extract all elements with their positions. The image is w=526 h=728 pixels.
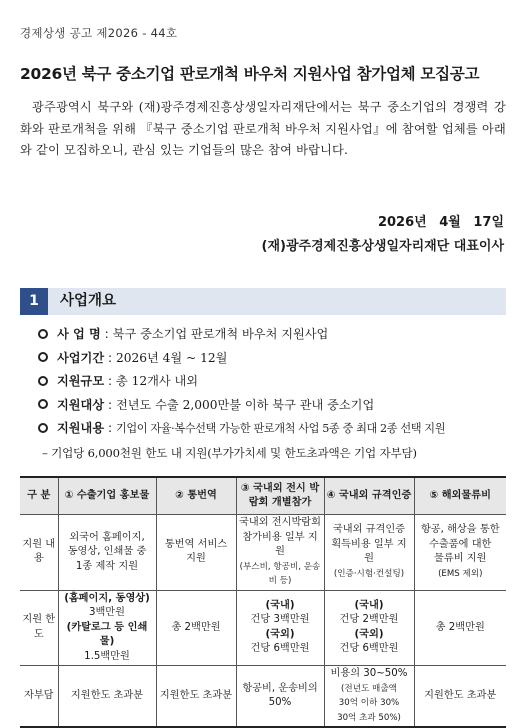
table-cell — [324, 590, 414, 666]
item-label: 지원내용 — [57, 421, 105, 435]
cell-line: (국내) — [265, 599, 295, 611]
cell-line: 30억 이하 30% — [338, 698, 400, 708]
table-cell — [414, 515, 506, 591]
cell-line: (국외) — [354, 628, 384, 640]
table-row — [20, 666, 506, 728]
circle-bullet-icon — [36, 421, 50, 435]
cell-line: 30억 초과 50%) — [337, 712, 401, 723]
cell-line: 항공비, 운송비의 — [242, 682, 318, 694]
notice-number: 경제상생 공고 제2026 - 44호 — [20, 26, 178, 40]
support-limit-note: – 기업당 6,000천원 한도 내 지원(부가가치세 및 한도초과액은 기업 자부담) — [42, 446, 417, 460]
cell-line: (부스비, 항공비, 운송비 등) — [239, 561, 321, 586]
cell-line: 건당 3백만원 — [250, 614, 310, 626]
overview-item-period: 사업기간 : 2026년 4월 ~ 12월 — [36, 347, 510, 371]
item-value: 전년도 수출 2,000만불 이하 북구 관내 중소기업 — [115, 397, 375, 412]
table-cell — [414, 590, 506, 666]
cell-line: (카탈로그 등 인쇄물) — [66, 621, 148, 647]
item-value: 북구 중소기업 판로개척 바우처 지원사업 — [112, 327, 329, 341]
overview-item-content: 지원내용 : 기업이 자율·복수선택 가능한 판로개척 사업 5종 중 최대 2종 선택 지원 — [36, 417, 510, 441]
issuing-organization: (재)광주경제진흥상생일자리재단 대표이사 — [261, 239, 504, 254]
column-header: ⑤ 해외물류비 — [414, 477, 506, 515]
section-title: 사업개요 — [60, 293, 117, 309]
cell-line: 수출품에 대한 — [429, 538, 492, 550]
cell-line: 건당 6백만원 — [339, 643, 399, 655]
table-row — [20, 515, 506, 591]
overview-item-project-name: 사 업 명 : 북구 중소기업 판로개척 바우처 지원사업 — [36, 323, 510, 347]
table-cell — [58, 666, 156, 728]
cell-line: 통번역 서비스 — [164, 538, 228, 550]
table-cell — [156, 666, 236, 728]
table-cell — [58, 590, 156, 666]
cell-line: 건당 2백만원 — [339, 614, 399, 626]
column-header: ① 수출기업 홍보물 — [58, 477, 156, 515]
item-label: 지원대상 — [57, 397, 105, 412]
circle-bullet-icon — [36, 397, 50, 411]
circle-bullet-icon — [36, 327, 50, 341]
cell-line: (전년도 매출액 — [341, 683, 397, 694]
overview-item-target: 지원대상 : 전년도 수출 2,000만불 이하 북구 관내 중소기업 — [36, 394, 510, 418]
item-label: 사 업 명 — [57, 327, 101, 341]
section-header — [20, 288, 506, 315]
section-number: 1 — [20, 288, 48, 315]
cell-line: 총 2백만원 — [435, 621, 485, 633]
cell-line: 1종 제작 지원 — [75, 560, 139, 572]
overview-item-scale: 지원규모 : 총 12개사 내외 — [36, 370, 510, 394]
table-cell — [156, 515, 236, 591]
item-label: 사업기간 — [57, 350, 105, 365]
cell-line: 지원한도 초과분 — [424, 689, 497, 701]
cell-line: 지원한도 초과분 — [70, 689, 144, 701]
table-cell — [236, 515, 324, 591]
item-value: 기업이 자율·복수선택 가능한 판로개척 사업 5종 중 최대 2종 선택 지원 — [115, 422, 446, 435]
overview-list — [36, 323, 510, 441]
item-value: 2026년 4월 ~ 12월 — [115, 350, 228, 365]
cell-line: 물류비 지원 — [434, 553, 487, 565]
item-value: 총 12개사 내외 — [115, 374, 199, 388]
column-header: ④ 국내외 규격인증 — [324, 477, 414, 515]
row-header: 자부담 — [20, 666, 58, 728]
notice-title: 2026년 북구 중소기업 판로개척 바우처 지원사업 참가업체 모집공고 — [20, 65, 480, 83]
table-cell — [236, 590, 324, 666]
cell-line: 동영상, 인쇄물 중 — [67, 546, 147, 557]
table-cell — [324, 666, 414, 728]
table-cell — [156, 590, 236, 666]
cell-line: 3백만원 — [88, 607, 125, 618]
cell-line: 국내외 전시박람회 — [239, 517, 321, 528]
circle-bullet-icon — [36, 350, 50, 364]
table-header-row — [20, 477, 506, 515]
cell-line: 비용의 30~50% — [330, 668, 408, 679]
column-header: ② 통번역 — [156, 477, 236, 515]
cell-line: (국내) — [354, 599, 384, 611]
cell-line: 참가비용 일부 지원 — [242, 531, 318, 557]
cell-line: 항공, 해상을 통한 — [420, 524, 500, 536]
row-header: 지원 한도 — [20, 590, 58, 666]
cell-line: 지원한도 초과분 — [159, 689, 233, 701]
cell-line: 1.5백만원 — [84, 650, 130, 662]
table-cell — [58, 515, 156, 591]
cell-line: (인증·시험·컨설팅) — [333, 568, 405, 579]
cell-line: 50% — [268, 697, 292, 708]
table-row — [20, 590, 506, 666]
table-cell — [236, 666, 324, 728]
announcement-date: 2026년 4월 17일 — [377, 215, 504, 230]
table-cell — [414, 666, 506, 728]
column-header: 구 분 — [20, 477, 58, 515]
cell-line: (EMS 제외) — [438, 568, 483, 579]
circle-bullet-icon — [36, 374, 50, 388]
row-header: 지원 내용 — [20, 515, 58, 591]
cell-line: 지원 — [186, 553, 206, 565]
cell-line: 건당 6백만원 — [250, 643, 310, 655]
cell-line: 획득비용 일부 지원 — [331, 538, 407, 565]
cell-line: (홈페이지, 동영상) — [64, 592, 150, 604]
cell-line: (국외) — [265, 628, 295, 640]
table-cell — [324, 515, 414, 591]
cell-line: 국내외 규격인증 — [332, 524, 406, 536]
support-table — [20, 476, 506, 728]
column-header: ③ 국내외 전시 박람회 개별참가 — [236, 477, 324, 515]
cell-line: 총 2백만원 — [171, 621, 221, 633]
intro-paragraph: 광주광역시 북구와 (재)광주경제진흥상생일자리재단에서는 북구 중소기업의 경쟁력 강화와 판로개척을 위해 『북구 중소기업 판로개척 바우처 지원사업』에 참여할 업체를 아래와 같이 모집하오니, 관심 있는 기업들의 많은 참여 바랍니다. — [20, 100, 506, 157]
cell-line: 외국어 홈페이지, — [69, 531, 145, 543]
item-label: 지원규모 — [57, 374, 105, 388]
